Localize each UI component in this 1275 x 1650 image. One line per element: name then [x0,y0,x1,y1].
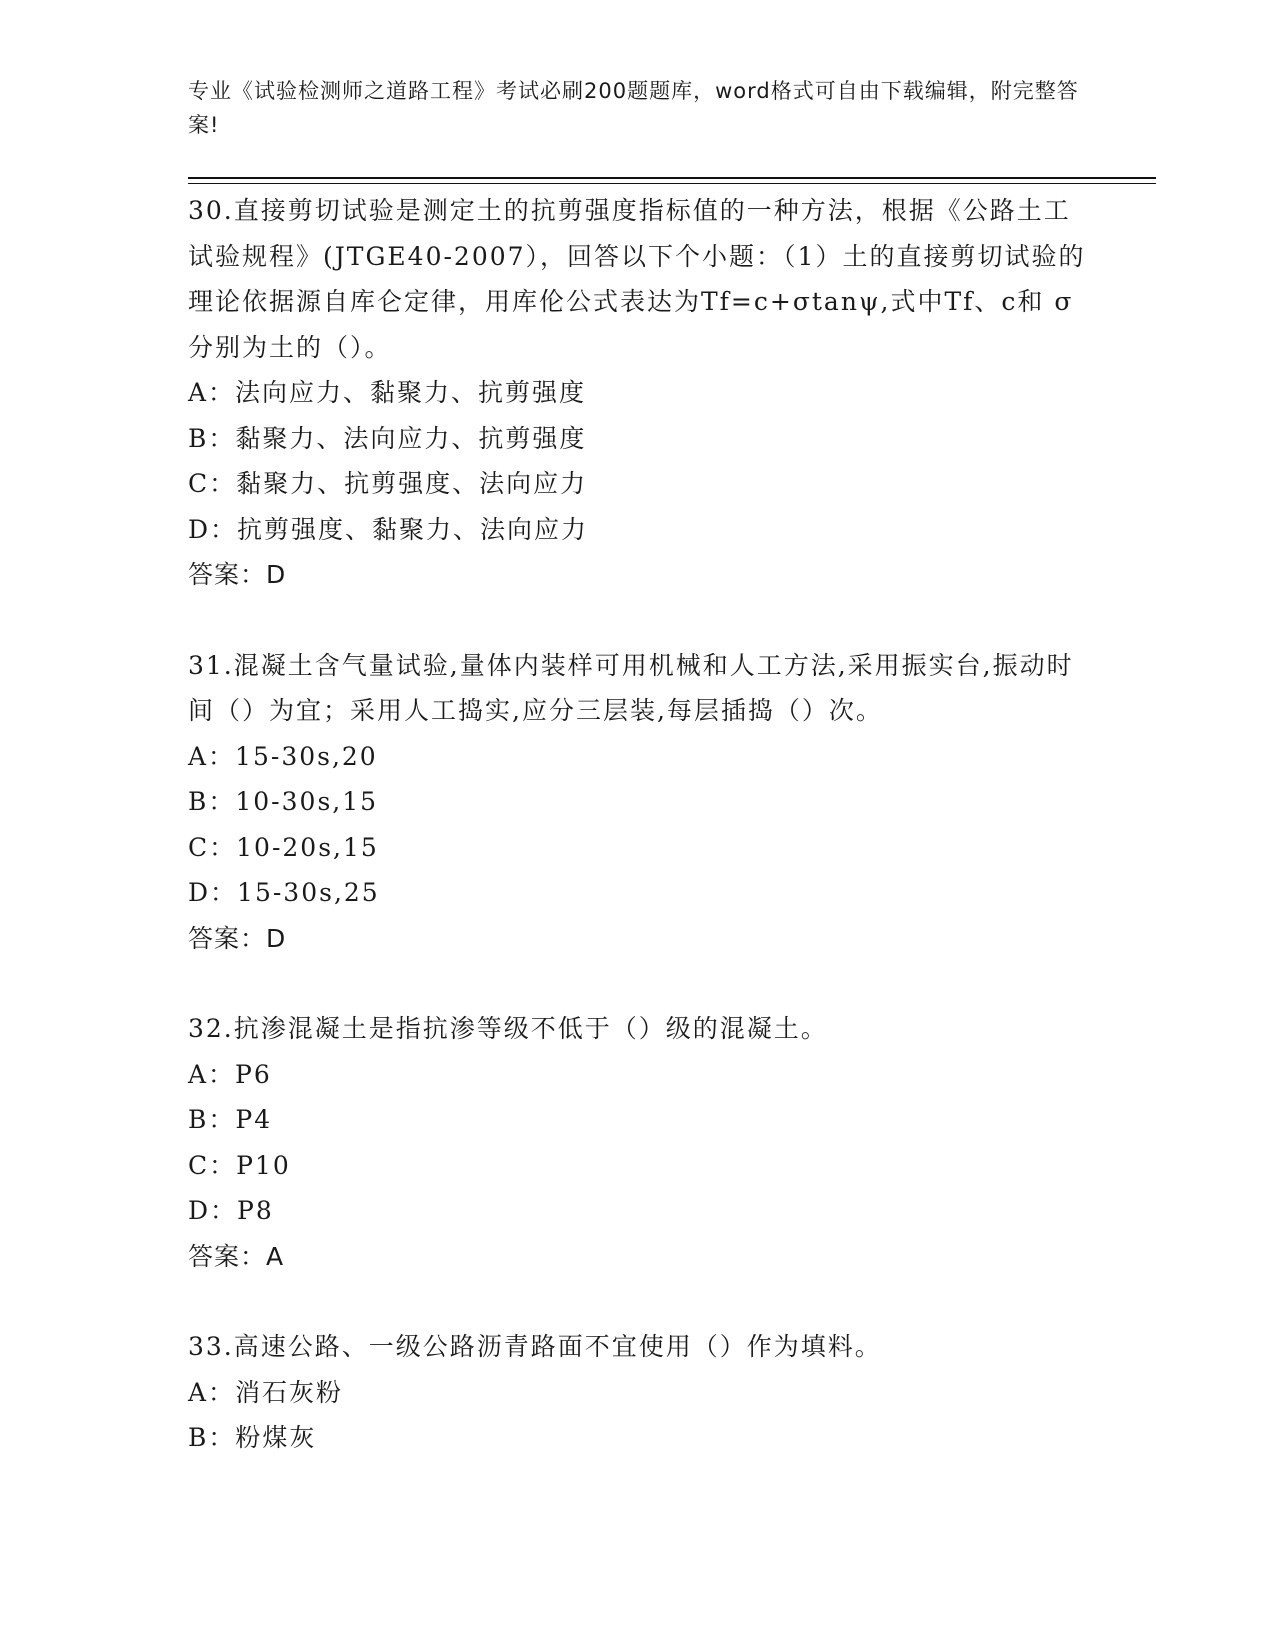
option-b: B：P4 [188,1105,273,1134]
question-list [188,188,1088,1506]
question-33 [188,1324,1088,1461]
question-stem: 33.高速公路、一级公路沥青路面不宜使用（）作为填料。 [188,1332,882,1361]
question-stem: 31.混凝土含气量试验,量体内装样可用机械和人工方法,采用振实台,振动时间（）为宜；采用人工捣实,应分三层装,每层插捣（）次。 [188,650,1074,725]
option-c: C：黏聚力、抗剪强度、法向应力 [188,469,588,498]
option-b: B：10-30s,15 [188,787,379,816]
option-b: B：粉煤灰 [188,1423,317,1452]
option-b: B：黏聚力、法向应力、抗剪强度 [188,423,587,453]
option-a: A：法向应力、黏聚力、抗剪强度 [188,378,587,407]
answer: 答案：D [188,923,287,953]
header-divider [188,177,1156,179]
question-stem: 32.抗渗混凝土是指抗渗等级不低于（）级的混凝土。 [188,1014,828,1043]
header-divider-thin [188,183,1156,184]
question-32 [188,1006,1088,1279]
option-c: C：P10 [188,1150,291,1180]
option-a: A：15-30s,20 [188,741,378,771]
option-a: A：P6 [188,1059,272,1089]
answer: 答案：D [188,560,287,589]
question-31 [188,643,1088,962]
option-d: D：抗剪强度、黏聚力、法向应力 [188,514,589,544]
option-d: D：15-30s,25 [188,878,380,907]
answer: 答案：A [188,1241,285,1271]
question-30 [188,188,1088,598]
option-c: C：10-20s,15 [188,832,379,862]
document-header: 专业《试验检测师之道路工程》考试必刷200题题库，word格式可自由下载编辑，附完整答案! [188,79,1079,137]
option-a: A：消石灰粉 [188,1377,344,1407]
question-stem: 30.直接剪切试验是测定土的抗剪强度指标值的一种方法，根据《公路土工试验规程》(JTGE40-2007），回答以下个小题：（1）土的直接剪切试验的理论依据源自库仑定律，用库伦公式表达为Tf=c+σtanψ,式中Tf、c和 σ 分别为土的（）。 [188,196,1086,362]
option-d: D：P8 [188,1196,274,1225]
